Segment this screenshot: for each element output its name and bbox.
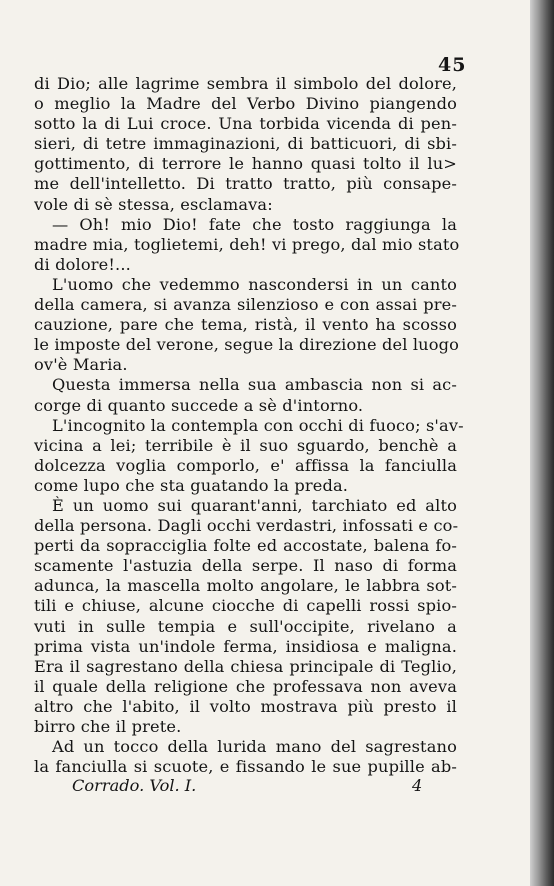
- text-line: madre mia, toglietemi, deh! vi prego, dal mio stato: [34, 234, 460, 254]
- text-line: altro che l'abito, il volto mostrava più presto il: [34, 696, 457, 716]
- text-line: cauzione, pare che tema, ristà, il vento ha scosso: [34, 315, 457, 335]
- page-number: 45: [438, 54, 467, 76]
- text-line: gottimento, di terrore le hanno quasi tolto il lu>: [34, 154, 457, 174]
- text-line: perti da sopracciglia folte ed accostate, balena fo-: [34, 536, 457, 556]
- text-line: o meglio la Madre del Verbo Divino piangendo: [34, 94, 457, 114]
- text-line: corge di quanto succede a sè d'intorno.: [34, 395, 364, 415]
- text-line: ov'è Maria.: [34, 355, 128, 375]
- text-line: vicina a lei; terribile è il suo sguardo, benchè a: [34, 435, 457, 455]
- text-line: la fanciulla si scuote, e fissando le sue pupille ab-: [34, 757, 457, 777]
- text-line: — Oh! mio Dio! fate che tosto raggiunga la: [52, 214, 457, 234]
- text-line: L'incognito la contempla con occhi di fuoco; s'av-: [52, 415, 464, 435]
- page-footer: [34, 775, 457, 797]
- text-line: scamente l'astuzia della serpe. Il naso di forma: [34, 556, 457, 576]
- text-line: come lupo che sta guatando la preda.: [34, 475, 349, 495]
- text-line: sotto la di Lui croce. Una torbida vicenda di pen-: [34, 114, 457, 134]
- text-line: prima vista un'indole ferma, insidiosa e maligna.: [34, 636, 457, 656]
- text-line: della camera, si avanza silenzioso e con assai pre-: [34, 295, 457, 315]
- text-line: il quale della religione che professava non aveva: [34, 676, 457, 696]
- text-line: adunca, la mascella molto angolare, le labbra sot-: [34, 576, 457, 596]
- footer-signature-number: 4: [412, 776, 423, 795]
- text-line: sieri, di tetre immaginazioni, di batticuori, di sbi-: [34, 134, 457, 154]
- text-line: Questa immersa nella sua ambascia non si ac-: [52, 375, 457, 395]
- text-line: birro che il prete.: [34, 717, 182, 736]
- text-line: Era il sagrestano della chiesa principale di Teglio,: [34, 656, 457, 676]
- text-line: L'uomo che vedemmo nascondersi in un canto: [52, 274, 457, 294]
- text-line: di dolore!...: [34, 254, 131, 274]
- body-text: [34, 74, 464, 777]
- text-line: tili e chiuse, alcune ciocche di capelli rossi spio-: [34, 596, 457, 616]
- text-line: È un uomo sui quarant'anni, tarchiato ed alto: [52, 495, 457, 515]
- text-line: della persona. Dagli occhi verdastri, infossati e co-: [34, 516, 459, 536]
- text-line: vole di sè stessa, esclamava:: [34, 194, 273, 214]
- book-edge: [530, 0, 554, 886]
- text-line: me dell'intelletto. Di tratto tratto, più consape-: [34, 174, 457, 194]
- text-line: le imposte del verone, segue la direzione del luogo: [34, 335, 460, 355]
- text-line: di Dio; alle lagrime sembra il simbolo del dolore,: [34, 74, 457, 93]
- footer-signature: Corrado. Vol. I.: [72, 776, 197, 795]
- text-line: vuti in sulle tempia e sull'occipite, rivelano a: [34, 616, 457, 636]
- text-line: Ad un tocco della lurida mano del sagrestano: [52, 737, 457, 757]
- text-line: dolcezza voglia comporlo, e' affissa la fanciulla: [34, 455, 457, 475]
